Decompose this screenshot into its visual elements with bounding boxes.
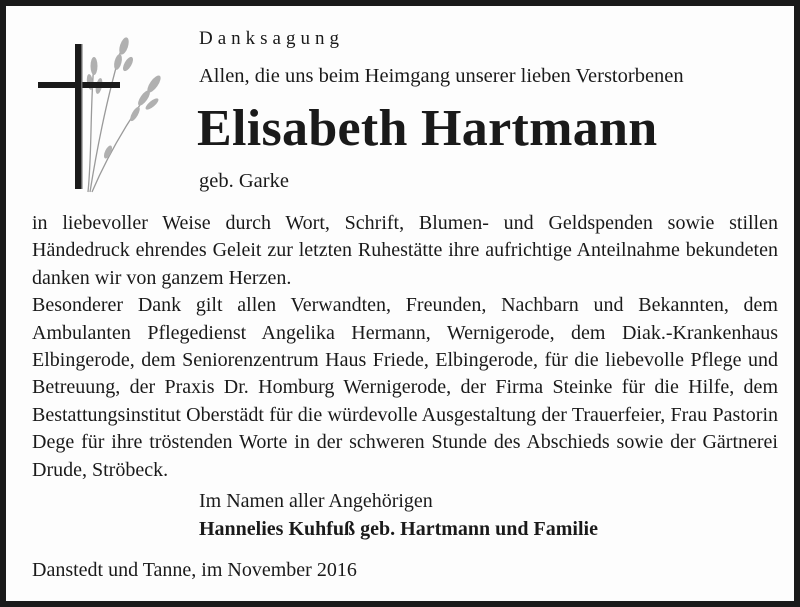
notice-heading: Danksagung [199,28,344,49]
notice-body [32,210,778,484]
thanks-paragraph: in liebevoller Weise durch Wort, Schrift, Blumen- und Geldspenden sowie stillen Händedruck ehrendes Geleit zur letzten Ruhestätte ihre aufrichtige Anteilnahme bekundeten danken wir von ganzem Herzen. [32,212,778,289]
intro-text: Allen, die uns beim Heimgang unserer lieben Verstorbenen [199,65,684,87]
maiden-name: geb. Garke [199,170,289,192]
place-date: Danstedt und Tanne, im November 2016 [32,559,357,581]
deceased-name: Elisabeth Hartmann [197,100,658,157]
cross-with-wheat-icon [32,32,182,197]
special-thanks-paragraph: Besonderer Dank gilt allen Verwandten, Freunden, Nachbarn und Bekannten, dem Ambulanten Pflegedienst Angelika Hermann, Wernigerode, dem Diak.-Krankenhaus Elbingerode, dem Seniorenzentrum Haus Friede, Elbingerode, für die liebevolle Pflege und Betreuung, der Praxis Dr. Homburg Wernigerode, der Firma Steinke für die Hilfe, dem Bestattungsinstitut Oberstädt für die würdevolle Ausgestaltung der Trauerfeier, Frau Pastorin Dege für ihre tröstenden Worte in der schweren Stunde des Abschieds sowie der Gärtnerei Drude, Ströbeck. [32,294,778,481]
signature-name: Hannelies Kuhfuß geb. Hartmann und Familie [199,518,598,540]
signature-line: Im Namen aller Angehörigen [199,490,433,512]
